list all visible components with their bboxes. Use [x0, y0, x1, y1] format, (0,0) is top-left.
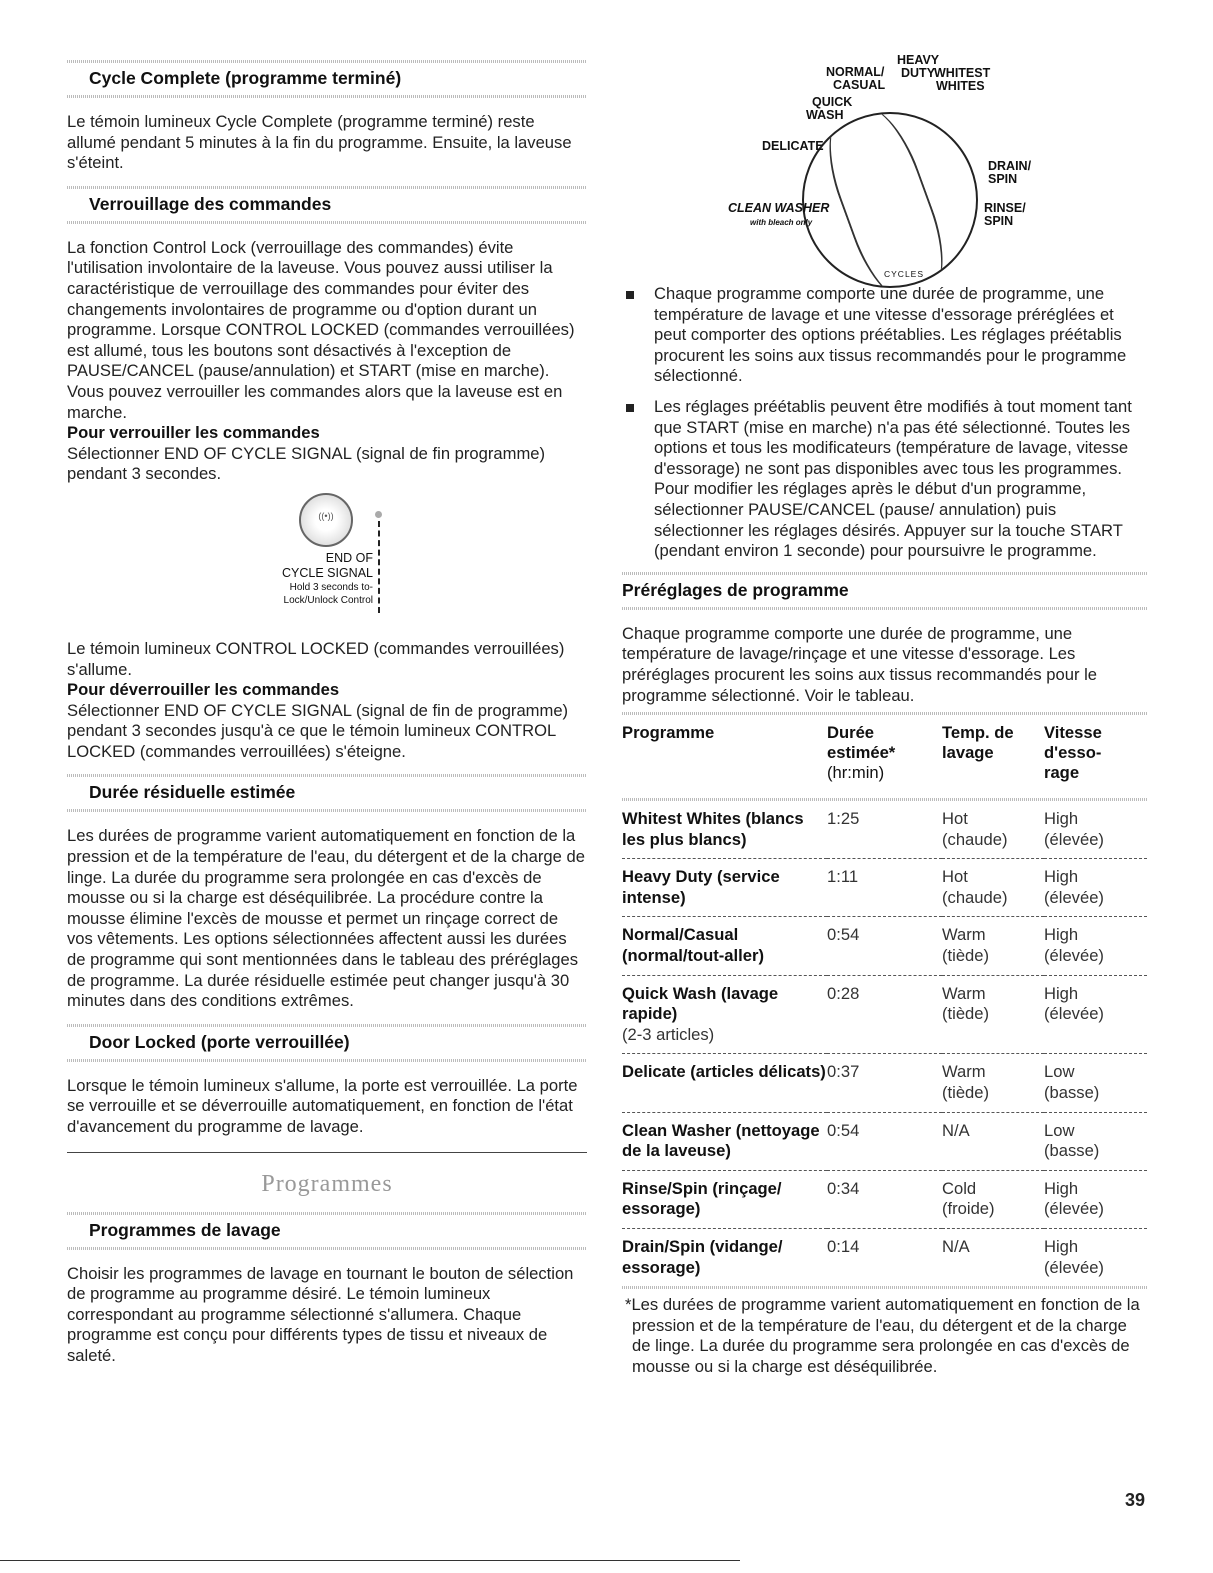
divider	[622, 712, 1147, 715]
cycle-presets-table	[622, 723, 1147, 1286]
table-cell: 0:14	[827, 1237, 860, 1256]
table-cell: Delicate (articles délicats)	[622, 1054, 827, 1112]
paragraph: Le témoin lumineux CONTROL LOCKED (commandes verrouillées) s'allume.	[67, 638, 565, 679]
table-header-row	[622, 723, 1147, 797]
section-header	[67, 1024, 587, 1062]
dial-label: WHITEST	[934, 66, 991, 80]
section-title: Durée résiduelle estimée	[89, 782, 296, 803]
table-cell: High (élevée)	[1044, 859, 1147, 917]
dial-label: HEAVY	[897, 53, 940, 67]
paragraph: Le témoin lumineux Cycle Complete (programme terminé) reste allumé pendant 5 minutes à la fin du programme. Ensuite, la laveuse s'éteint.	[67, 112, 572, 173]
control-label	[247, 551, 373, 607]
subheading: Pour verrouiller les commandes	[67, 423, 320, 443]
bullet-list	[622, 284, 1147, 562]
table-cell: 0:54	[827, 1112, 942, 1170]
section-title: Door Locked (porte verrouillée)	[89, 1031, 350, 1052]
table-cell: Low (basse)	[1044, 1112, 1147, 1170]
end-of-cycle-button-icon: ((•))	[299, 493, 353, 547]
table-cell: 1:25	[827, 801, 942, 859]
table-cell: 1:11	[827, 859, 942, 917]
section-header	[67, 1212, 587, 1250]
section-header	[622, 572, 1147, 610]
section-title: Programmes de lavage	[89, 1219, 281, 1240]
table-cell: Warm (tiède)	[942, 1054, 1044, 1112]
dial-label: RINSE/	[984, 201, 1026, 215]
column-header: Temp. de lavage	[942, 723, 1014, 763]
table-cell: Warm (tiède)	[942, 917, 1044, 975]
dial-label: WHITES	[936, 79, 985, 93]
dial-label: CASUAL	[833, 78, 886, 92]
programmes-heading: Programmes	[67, 1152, 587, 1198]
section-header	[67, 60, 587, 98]
table-cell: 0:28	[827, 975, 942, 1054]
paragraph: Chaque programme comporte une durée de programme, une température de lavage/rinçage et une vitesse d'essorage. Les préréglages procurent les soins aux tissus recommandés pour le programme sélectionné. Voir le tableau.	[622, 623, 1098, 705]
dial-label: QUICK	[812, 95, 853, 109]
cycle-dial-illustration	[622, 53, 1147, 279]
column-header: Vitesse d'esso- rage	[1044, 723, 1102, 783]
column-header: Programme	[622, 723, 715, 743]
paragraph: La fonction Control Lock (verrouillage des commandes) évite l'utilisation involontaire de la laveuse. Vous pouvez aussi utiliser la caractéristique de verrouillage des commandes pour éviter des changements involontaires de programme ou d'option durant un programme. Lorsque CONTROL LOCKED (commandes verrouillées) est allumé, tous les boutons sont désactivés à l'exception de PAUSE/CANCEL (pause/annulation) et START (mise en marche). Vous pouvez verrouiller les commandes alors que la laveuse est en marche.	[67, 237, 575, 422]
table-row	[622, 859, 1147, 917]
right-column	[622, 53, 1147, 1378]
paragraph: Lorsque le témoin lumineux s'allume, la porte est verrouillée. La porte se verrouille et se déverrouille automatiquement, en fonction de l'état d'avancement du programme de lavage.	[67, 1075, 578, 1136]
table-cell: 0:34	[827, 1170, 942, 1228]
table-cell: High (élevée)	[1044, 1237, 1104, 1277]
table-cell: High (élevée)	[1044, 801, 1147, 859]
paragraph: Sélectionner END OF CYCLE SIGNAL (signal de fin de programme) pendant 3 secondes jusqu'à ce que le témoin lumineux CONTROL LOCKED (commandes verrouillées) s'éteigne.	[67, 700, 569, 761]
table-cell: Normal/Casual (normal/tout-aller)	[622, 917, 827, 975]
control-label-line: Hold 3 seconds to-	[289, 581, 373, 593]
table-row	[622, 1112, 1147, 1170]
divider	[0, 1560, 740, 1561]
dial-label: DRAIN/	[988, 159, 1032, 173]
dashed-line	[378, 521, 380, 613]
indicator-light-icon	[375, 511, 382, 518]
table-row	[622, 801, 1147, 859]
dial-label: DUTY	[901, 66, 936, 80]
dial-label: CLEAN WASHER	[728, 201, 830, 215]
table-cell: N/A	[942, 1112, 1044, 1170]
control-label-line: END OF	[325, 550, 373, 565]
divider	[622, 1286, 1147, 1289]
table-row	[622, 1229, 1147, 1287]
dial-label: SPIN	[984, 214, 1014, 228]
control-label-line: Lock/Unlock Control	[283, 594, 373, 606]
paragraph: Sélectionner END OF CYCLE SIGNAL (signal de fin programme) pendant 3 secondes.	[67, 443, 546, 484]
dial-label: SPIN	[988, 172, 1018, 186]
dial-label: CYCLES	[884, 269, 925, 279]
section-title: Préréglages de programme	[622, 579, 849, 600]
table-cell: Quick Wash (lavage rapide) (2-3 articles)	[622, 975, 827, 1054]
page-number: 39	[1124, 1490, 1145, 1510]
table-cell: Warm (tiède)	[942, 975, 1044, 1054]
dial-label: NORMAL/	[826, 65, 885, 79]
dial-label: DELICATE	[762, 139, 824, 153]
section-title: Cycle Complete (programme terminé)	[89, 68, 402, 88]
table-cell: High (élevée)	[1044, 1170, 1147, 1228]
dial-label: with bleach only	[750, 218, 813, 227]
table-cell: High (élevée)	[1044, 975, 1147, 1054]
table-cell: High (élevée)	[1044, 917, 1147, 975]
left-column	[67, 60, 587, 1367]
table-row	[622, 1170, 1147, 1228]
table-cell: 0:37	[827, 1054, 942, 1112]
dial-circle	[802, 112, 978, 288]
table-cell: Hot (chaude)	[942, 859, 1044, 917]
table-cell: Low (basse)	[1044, 1054, 1147, 1112]
table-row	[622, 1054, 1147, 1112]
footnote: *Les durées de programme varient automatiquement en fonction de la pression et de la température de l'eau, du détergent et de la charge de linge. La durée du programme sera prolongée en cas d'excès de mousse ou si la charge est déséquilibrée.	[625, 1295, 1140, 1376]
paragraph: Choisir les programmes de lavage en tournant le bouton de sélection de programme au programme désiré. Le témoin lumineux correspondant au programme sélectionné s'allumera. Chaque programme est conçu pour différents types de tissu et niveaux de saleté.	[67, 1263, 574, 1365]
table-cell: Whitest Whites (blancs les plus blancs)	[622, 801, 827, 859]
table-cell: Drain/Spin (vidange/ essorage)	[622, 1237, 783, 1277]
section-header	[67, 774, 587, 812]
control-illustration	[67, 493, 587, 623]
control-label-line: CYCLE SIGNAL	[281, 565, 373, 580]
column-header: Durée estimée* (hr:min)	[827, 723, 896, 783]
table-cell: 0:54	[827, 917, 942, 975]
table-cell: Cold (froide)	[942, 1170, 1044, 1228]
dial-knob-icon	[812, 112, 959, 288]
table-cell: Clean Washer (nettoyage de la laveuse)	[622, 1112, 827, 1170]
section-header	[67, 186, 587, 224]
table-cell: Hot (chaude)	[942, 801, 1044, 859]
table-row	[622, 917, 1147, 975]
section-title: Verrouillage des commandes	[89, 193, 332, 214]
dial-label: WASH	[806, 108, 844, 122]
list-item: Chaque programme comporte une durée de programme, une température de lavage et une vitesse d'essorage préréglées et peut comporter des options préétablies. Les réglages préétablis procurent les soins aux tissus recommandés pour le programme sélectionné.	[622, 284, 1147, 387]
table-cell: N/A	[942, 1237, 970, 1256]
table-row	[622, 975, 1147, 1054]
subheading: Pour déverrouiller les commandes	[67, 680, 340, 700]
paragraph: Les durées de programme varient automatiquement en fonction de la pression et de la température de l'eau, du détergent et de la charge de linge. La durée du programme sera prolongée en cas d'excès de mousse ou si la charge est déséquilibrée. La procédure contre la mousse élimine l'excès de mousse et permet un rinçage correct de vos vêtements. Les options sélectionnées affectent aussi les durées de programme qui sont mentionnées dans le tableau des préréglages de programme. La durée résiduelle estimée peut changer jusqu'à 30 minutes dans des conditions extrêmes.	[67, 826, 585, 1011]
table-cell: Heavy Duty (service intense)	[622, 859, 827, 917]
table-cell: Rinse/Spin (rinçage/ essorage)	[622, 1170, 827, 1228]
list-item: Les réglages préétablis peuvent être modifiés à tout moment tant que START (mise en marche) n'a pas été sélectionné. Toutes les options et tous les modificateurs (température de lavage, vitesse d'essorage) ne sont pas disponibles avec tous les programmes. Pour modifier les réglages après le début d'un programme, sélectionner PAUSE/CANCEL (pause/ annulation) puis sélectionner les réglages désirés. Appuyer sur la touche START (pendant environ 1 seconde) pour poursuivre le programme.	[622, 397, 1147, 562]
